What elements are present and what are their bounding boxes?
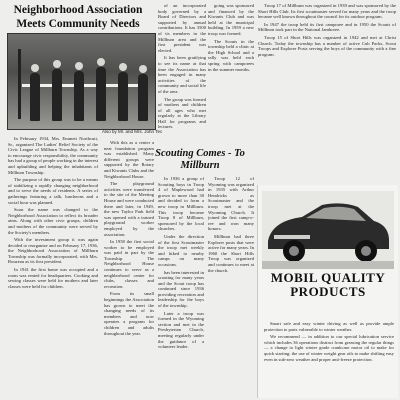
person-head	[97, 58, 105, 66]
person-head	[119, 63, 127, 71]
paragraph: The playground activities were transferred to the site of the Meeting House and were conducted there and later, in 1949, the new Taylor Park field was opened with a trained playground worker employed by the association.	[104, 181, 154, 237]
meeting-photo	[7, 33, 156, 130]
paragraph: In 1958 the first social worker to be employed was paid in part by the Township. The Neighborhood House continues to serve as a neighborhood center for clubs, classes and recreation.	[104, 239, 154, 289]
paragraph: With the investment group it was again decided to reorganize and on February 17, 1936, the Neighborhood Association of Millburn Township was formally incorporated, with Mrs. Rouzeau as its first president.	[8, 237, 98, 265]
paragraph: The purpose of this group was to be a means of stabilizing a rapidly changing neighborhood and to serve the needs of residents. A series of gatherings featuring a talk, luncheons and a social hour was planned.	[8, 177, 98, 205]
ad-paragraph: We recommend — in addition to our special lubrication service which includes 36 operations distinct from greasing the regular things — a change to light winter grade crankcase motor oil to make for quick starting; the use of winter weight gear oils to make shifting easy even in sub-zero weather and proper anti-freeze protection.	[264, 334, 394, 362]
flag-pole	[18, 49, 21, 119]
paragraph: In February 1934, Mrs. Emmett Northcutt, Sr., organized The Ladies' Relief Society of the Civic League of Millburn Township. As a way to encourage civic responsibility, the community has had a group of people working in the interest and upbuilding and helping the inhabitants of Millburn Township.	[8, 136, 98, 175]
paragraph: From its small beginnings the Association has grown to meet the changing needs of its members and now operates a program for children and adults throughout the year.	[104, 291, 154, 336]
column-5	[258, 3, 396, 181]
paragraph: In 1936 a group of Scouting boys in Troop 4 of Maplewood had grown to more than 30 and decided to form a new troop in Millburn. This troop became Troop 8 of Millburn, sponsored by the local churches.	[158, 176, 204, 232]
paragraph: going was sponsored and financed by the Kiwanis Club and was held at the municipal building. In 1959 a new troop was formed.	[208, 3, 254, 36]
column-3b	[158, 176, 204, 398]
paragraph: Troop 17 of Millburn was organized in 1939 and was sponsored by the Short Hills Club. Its first scoutmaster served for many years and the troop became well known throughout the council for its outdoor program.	[258, 3, 396, 20]
paragraph: In 1941 the first home was occupied and a room was rented for headquarters. Cooking and sewing classes were held for mothers and later classes were held for children.	[8, 267, 98, 289]
ad-title: MOBIL QUALITY PRODUCTS	[270, 270, 386, 299]
person-figure	[96, 67, 106, 121]
ad-body	[264, 321, 394, 364]
photo-caption: Also by Mr. and Mrs. John Tec	[102, 129, 163, 134]
column-4b	[208, 176, 254, 398]
paragraph: Troop 12 of Wyoming was organized in 1935 with Arthur Hendricks as Scoutmaster and the troop met at the Wyoming Church. It joined the first camp-o-ree and won many honors.	[208, 176, 254, 232]
person-figure	[52, 69, 62, 121]
column-2	[104, 140, 154, 398]
paragraph: With this as a center a neat foundation program was established. Many different groups were supported by the Rotary and Kiwanis Clubs and the Neighborhood House.	[104, 140, 154, 179]
paragraph: In 1947 the troop held its first camporee and in 1950 the Scouts of Millburn took part in the National Jamboree.	[258, 21, 396, 33]
article-headline: Neighborhood Association Meets Community Needs	[13, 4, 143, 30]
person-head	[75, 62, 83, 70]
person-head	[31, 64, 39, 72]
person-figure	[74, 71, 84, 121]
person-head	[53, 60, 61, 68]
column-4	[208, 3, 254, 145]
person-head	[139, 65, 147, 73]
paragraph: Soon the name was changed to the Neighborhood Association to reflect its broader aims. Along with other civic groups, children and mothers of the community were served by the Society's members.	[8, 207, 98, 235]
paragraph: Under the direction of the first Scoutmaster the troop met weekly and hiked to nearby camps on many occasions.	[158, 233, 204, 267]
person-figure	[30, 73, 40, 121]
scouting-headline: Scouting Comes - To Millburn	[155, 148, 245, 171]
column-1	[8, 136, 98, 398]
mobil-advertisement	[257, 185, 398, 398]
car-illustration	[262, 191, 394, 269]
person-figure	[138, 74, 148, 121]
paragraph: Millburn had three Explorer posts that were active for many years. In 1960 the Short Hills Troop was organized and continues to meet at the church.	[208, 233, 254, 273]
paragraph: It has been gratifying to see its name at that time the Association has been engaged in many activities of the community and social life of the area.	[158, 55, 206, 94]
paragraph: of an incorporated body governed by a Board of Directors and supported by annual contributions. It has 3500 of its members in the Millburn area and the first president was elected.	[158, 3, 206, 53]
person-figure	[118, 72, 128, 121]
paragraph: has been interested in scouting for many years and the Scout troop has continued since 1936 providing recreation and leadership for the boys of the township.	[158, 269, 204, 309]
ad-paragraph: Smart safe and easy winter driving as well as provide ample protection to parts vulnerable to winter weather.	[264, 321, 394, 332]
column-3	[158, 3, 206, 145]
paragraph: Troop 15 of Short Hills was organized in 1942 and met at Christ Church. Today the township has a number of active Cub Packs, Scout Troops and Explorer Posts serving the boys of the community with a fine program.	[258, 34, 396, 57]
paragraph: The Scouts in the township held a clinic at the High School and a rally was held each spring with camporees in the summer months.	[208, 38, 254, 72]
paragraph: Later a troop was formed in the Wyoming section and met in the Presbyterian Church, meeting regularly under the guidance of a volunteer leader.	[158, 310, 204, 350]
paragraph: The group was formed of mothers and children of all ages who met regularly at the Library Hall for programs and lectures.	[158, 96, 206, 130]
